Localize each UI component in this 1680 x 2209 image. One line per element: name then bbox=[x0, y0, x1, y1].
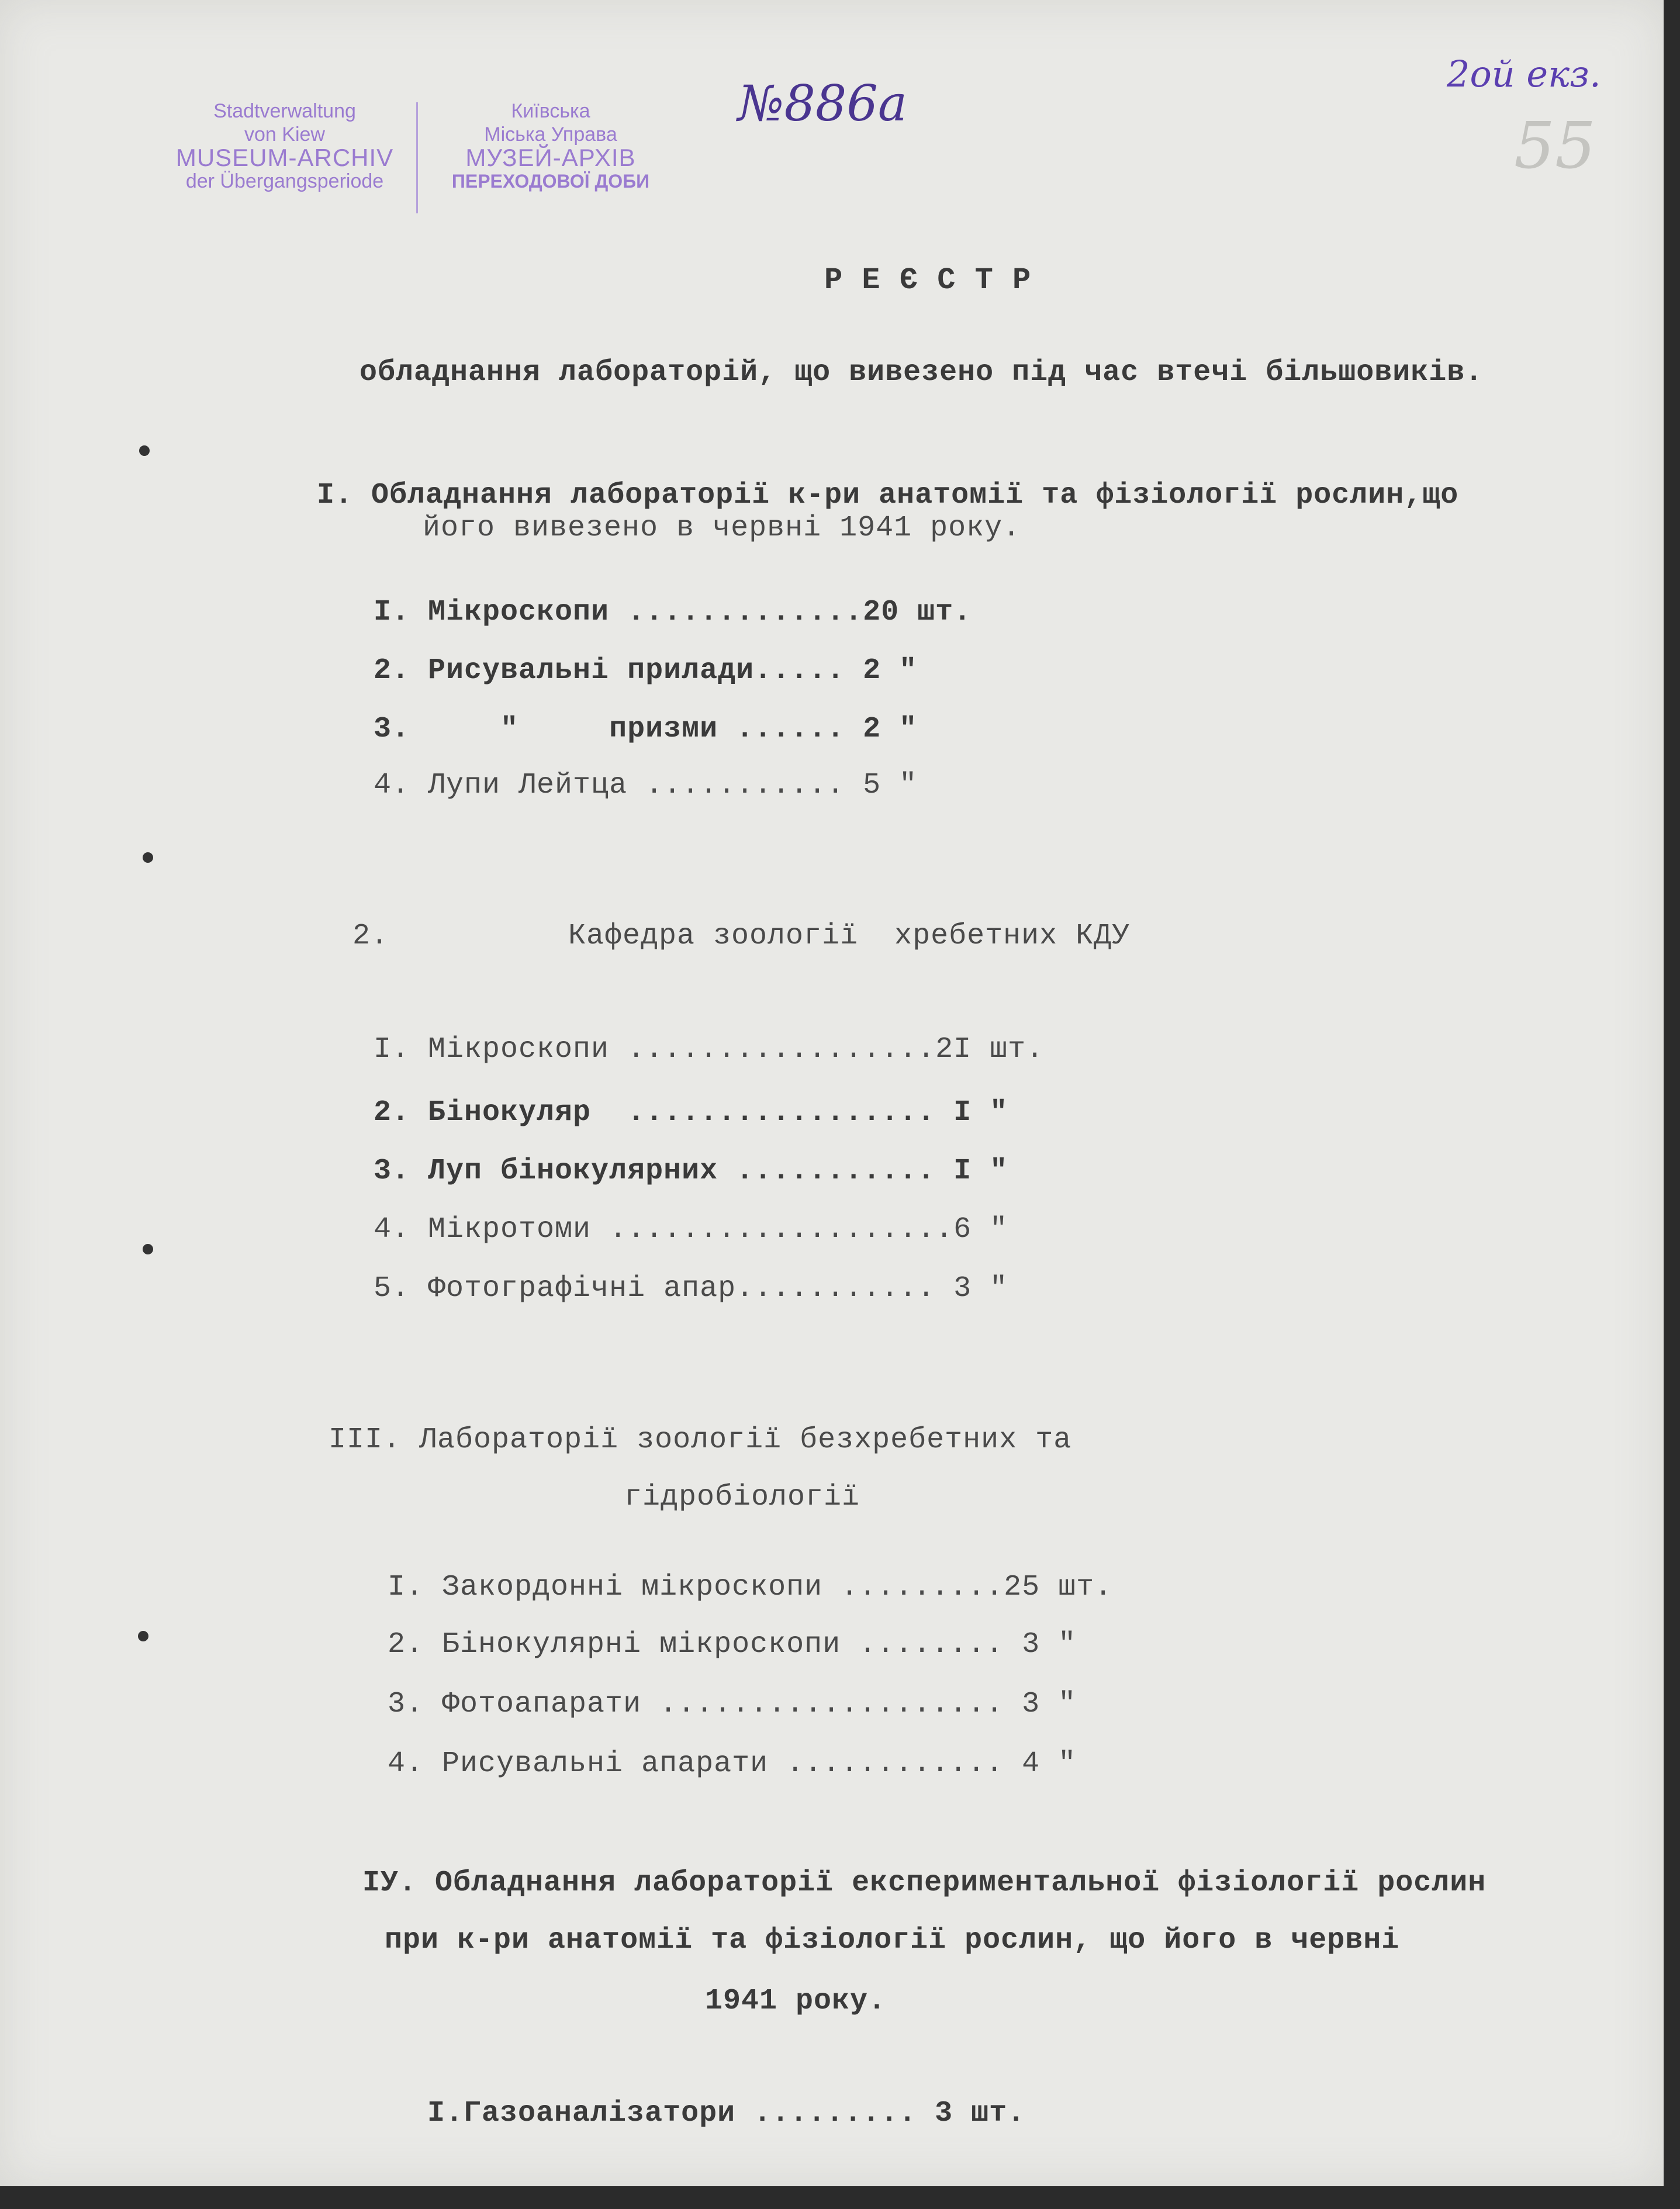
list-item: 2. Бінокулярні мікроскопи ........ 3 " bbox=[388, 1628, 1077, 1661]
stamp-line: МУЗЕЙ-АРХІВ bbox=[465, 144, 636, 171]
list-item: I. Мікроскопи .............20 шт. bbox=[374, 596, 972, 629]
section-3-heading: III. Лабораторії зоології безхребетних та bbox=[329, 1423, 1072, 1457]
section-1-heading: I. Обладнання лабораторії к-ри анатомії та фізіології рослин,що bbox=[317, 479, 1459, 512]
punch-hole-mark bbox=[143, 1244, 153, 1254]
stamp-line: von Kiew bbox=[244, 123, 325, 146]
list-item: I.Газоаналізатори ......... 3 шт. bbox=[427, 2097, 1026, 2130]
handwritten-number: №886а bbox=[738, 75, 907, 132]
list-item: 2. Рисувальні прилади..... 2 " bbox=[374, 654, 918, 687]
section-2-number: 2. bbox=[352, 919, 389, 953]
list-item: I. Закордонні мікроскопи .........25 шт. bbox=[388, 1571, 1113, 1604]
list-item: 4. Мікротоми ...................6 " bbox=[374, 1213, 1008, 1246]
section-3-heading-cont: гідробіології bbox=[624, 1481, 860, 1514]
stamp-line: Stadtverwaltung bbox=[213, 100, 356, 122]
stamp-divider bbox=[416, 102, 418, 213]
list-item: I. Мікроскопи .................2I шт. bbox=[374, 1033, 1045, 1066]
punch-hole-mark bbox=[138, 1631, 148, 1641]
list-item: 3. Фотоапарати ................... 3 " bbox=[388, 1688, 1077, 1721]
handwritten-copy-note: 2ой екз. bbox=[1447, 53, 1601, 95]
stamp-line: ПЕРЕХОДОВОЇ ДОБИ bbox=[451, 171, 650, 192]
archive-stamp-german bbox=[153, 99, 416, 193]
section-1-heading-cont: його вивезено в червні 1941 року. bbox=[423, 511, 1021, 545]
list-item: 3. " призми ...... 2 " bbox=[374, 713, 918, 746]
document-subtitle: обладнання лабораторій, що вивезено під час втечі більшовиків. bbox=[359, 356, 1484, 389]
section-4-heading-cont: при к-ри анатомії та фізіології рослин, що його в червні bbox=[385, 1924, 1400, 1957]
punch-hole-mark bbox=[143, 852, 153, 863]
list-item: 4. Лупи Лейтца ........... 5 " bbox=[374, 769, 918, 802]
archive-stamp-ukrainian bbox=[422, 99, 679, 193]
pencil-folio-number: 55 bbox=[1514, 108, 1596, 183]
stamp-line: MUSEUM-ARCHIV bbox=[175, 144, 394, 171]
document-title: Р Е Є С Т Р bbox=[824, 263, 1032, 298]
list-item: 3. Луп бінокулярних ........... I " bbox=[374, 1154, 1008, 1188]
list-item: 5. Фотографічні апар........... 3 " bbox=[374, 1272, 1008, 1305]
punch-hole-mark bbox=[139, 445, 150, 456]
stamp-line: der Übergangsperiode bbox=[185, 170, 384, 192]
stamp-line: Міська Управа bbox=[484, 123, 617, 146]
section-2-heading: Кафедра зоології хребетних КДУ bbox=[568, 919, 1131, 953]
section-4-heading-cont: 1941 року. bbox=[705, 1985, 887, 2018]
stamp-line: Київська bbox=[511, 100, 590, 122]
list-item: 2. Бінокуляр ................. I " bbox=[374, 1096, 1008, 1129]
section-4-heading: IУ. Обладнання лабораторії експериментальної фізіології рослин bbox=[362, 1866, 1487, 1900]
list-item: 4. Рисувальні апарати ............ 4 " bbox=[388, 1747, 1077, 1781]
